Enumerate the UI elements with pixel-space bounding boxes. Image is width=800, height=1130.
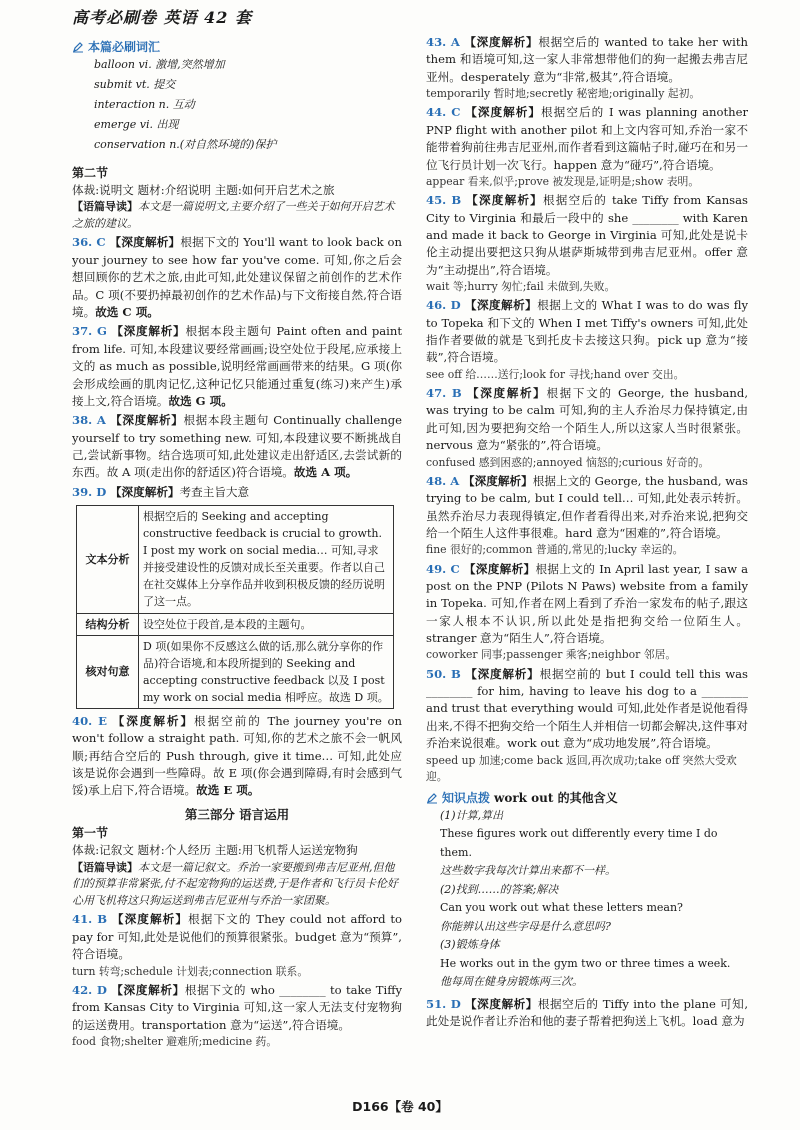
table-row: [77, 635, 394, 708]
vocab-title: 本篇必刷词汇: [72, 38, 402, 56]
answer-item: 37. G 【深度解析】根据本段主题句 Paint often and paint from life. 可知,本段建议要经常画画;设空处位于段尾,应承接上文的 as much as possible,说明经常画画带来的结果。G 项(你会形成绘画的肌肉记忆,这种记忆只能通过重复(练习)来产生)承接上文,符合语境。故选 G 项。: [72, 324, 402, 408]
answer-item: 51. D 【深度解析】根据空后的 Tiffy into the plane 可知,此处是说作者让乔治和他的妻子帮着把狗送上飞机。load 意为: [426, 996, 748, 1029]
answer-tail: food 食物;shelter 避难所;medicine 药。: [72, 1034, 278, 1048]
answer-item: 39. D 【深度解析】考查主旨大意: [72, 484, 250, 499]
tip-list: [440, 807, 748, 992]
answer-tail: wait 等;hurry 匆忙;fail 未做到,失败。: [426, 280, 616, 294]
tip-line: Can you work out what these letters mean?: [440, 901, 683, 915]
analysis-table: [76, 505, 394, 709]
pen-icon: [72, 41, 84, 53]
section-heading: 第一节: [72, 826, 109, 841]
tip-line: 你能辨认出这些字母是什么意思吗?: [440, 919, 611, 933]
vocab-item: balloon vi. 激增,突然增加: [94, 58, 225, 71]
section-meta: 体裁:记叙文 题材:个人经历 主题:用飞机帮人运送宠物狗: [72, 843, 358, 858]
answer-tail: appear 看来,似乎;prove 被发现是,证明是;show 表明。: [426, 174, 700, 188]
section-heading: 第二节: [72, 166, 109, 180]
answer-tail: temporarily 暂时地;secretly 秘密地;originally 起初。: [426, 87, 701, 101]
tip-line: He works out in the gym two or three times a week.: [440, 956, 731, 970]
table-label: 文本分析: [77, 506, 139, 613]
vocab-item: submit vt. 提交: [94, 78, 176, 91]
answer-tail: speed up 加速;come back 返回,再次成功;take off 突然大受欢迎。: [426, 753, 737, 783]
answer-tail: turn 转弯;schedule 计划表;connection 联系。: [72, 964, 309, 978]
reading-guide: 【语篇导读】本文是一篇说明文,主要介绍了一些关于如何开启艺术之旅的建议。: [72, 200, 395, 230]
left-column: [72, 38, 402, 1106]
vocab-item: conservation n.(对自然环境的)保护: [94, 138, 277, 151]
page-header: 高考必刷卷 英语 42 套: [72, 8, 252, 27]
answer-item: 38. A 【深度解析】根据本段主题句 Continually challenge yourself to try something new. 可知,本段建议要不断挑战自己,尝试新事物。结合选项可知,此处建议走出舒适区,去尝试新的东西。故 A 项(走出你的舒适区)符合语境。故选 A 项。: [72, 413, 402, 480]
answer-item: 42. D 【深度解析】根据下文的 who ________ to take Tiffy from Kansas City to Virginia 可知,这一家人无法支付宠物狗的运送费用。transportation 意为“运送”,符合语境。: [72, 982, 402, 1032]
table-cell: 根据空后的 Seeking and accepting constructive feedback is crucial to growth. I post my work on social media… 可知,寻求并接受建设性的反馈对成长至关重要。作者以自己在社交媒体上分享作品并收到积极反馈的经历说明了这一点。: [139, 506, 394, 613]
tip-line: (1)计算,算出: [440, 808, 504, 822]
answer-tail: fine 很好的;common 普通的,常见的;lucky 幸运的。: [426, 543, 684, 557]
answer-item: 49. C 【深度解析】根据上文的 In April last year, I saw a post on the PNP (Pilots N Paws) website from a family in Topeka. 可知,作者在网上看到了乔治一家发布的帖子,跟这一家人根本不认识,所以此处是指把狗交给一位陌生人。stranger 意为“陌生人”,符合语境。: [426, 561, 748, 646]
answer-item: 47. B 【深度解析】根据下文的 George, the husband, was trying to be calm 可知,狗的主人乔治尽力保持镇定,由此可知,因为要把狗交给一个陌生人,所以这家人当时很紧张。nervous 意为“紧张的”,符合语境。: [426, 386, 748, 453]
answer-item: 50. B 【深度解析】根据空前的 but I could tell this was ________ for him, having to leave his dog to a ________ and trust that everything would 可知,此处作者是说他看得出来,不得不把狗交给一个陌生人并相信一切都会解决,这件事对乔治来说很难。work out 意为“成功地发展”,符合语境。: [426, 666, 748, 751]
tip-title: 知识点拨 work out 的其他含义: [426, 789, 748, 807]
vocab-list: [94, 56, 402, 156]
answer-item: 48. A 【深度解析】根据上文的 George, the husband, was trying to be calm, but I could tell… 可知,此处表示转折。虽然乔治尽力表现得镇定,但作者看得出来,对乔治来说,把狗交给一个陌生人这件事很难。hard 意为“困难的”,符合语境。: [426, 473, 748, 540]
table-label: 结构分析: [77, 613, 139, 635]
table-cell: 设空处位于段首,是本段的主题句。: [139, 613, 394, 635]
answer-tail: confused 感到困惑的;annoyed 恼怒的;curious 好奇的。: [426, 455, 710, 469]
pen-icon: [426, 792, 438, 804]
table-row: [77, 613, 394, 635]
reading-guide: 【语篇导读】本文是一篇记叙文。乔治一家要搬到弗吉尼亚州,但他们的预算非常紧张,付不起宠物狗的运送费,于是作者和飞行员卡伦好心用飞机将这只狗运送到弗吉尼亚州与乔治一家团聚。: [72, 860, 398, 907]
tip-line: These figures work out differently every time I do them.: [440, 827, 718, 859]
table-row: [77, 506, 394, 613]
answer-tail: see off 给……送行;look for 寻找;hand over 交出。: [426, 367, 685, 381]
tip-line: 他每周在健身房锻炼两三次。: [440, 975, 583, 989]
tip-line: (3)锻炼身体: [440, 938, 500, 952]
answer-tail: coworker 同事;passenger 乘客;neighbor 邻居。: [426, 648, 677, 662]
table-label: 核对句意: [77, 635, 139, 708]
answer-item: 43. A 【深度解析】根据空后的 wanted to take her with them 和语境可知,这一家人非常想带他们的狗一起搬去弗吉尼亚州。desperately 意为“非常,极其”,符合语境。: [426, 35, 748, 84]
page-footer: D166【卷 40】: [352, 1099, 448, 1114]
vocab-item: emerge vi. 出现: [94, 118, 179, 131]
answer-item: 44. C 【深度解析】根据空后的 I was planning another PNP flight with another pilot 和上文内容可知,乔治一家不能带着狗前往弗吉尼亚州,而作者看到这篇帖子时,碰巧在和另一位飞行员计划一次飞行。happen 意为“碰巧”,符合语境。: [426, 105, 748, 172]
tip-line: 这些数字我每次计算出来都不一样。: [440, 864, 616, 878]
table-cell: D 项(如果你不反感这么做的话,那么就分享你的作品)符合语境,和本段所提到的 Seeking and accepting constructive feedback 以及 I post my work on social media 相呼应。故选 D 项。: [139, 635, 394, 708]
answer-item: 46. D 【深度解析】根据上文的 What I was to do was fly to Topeka 和下文的 When I met Tiffy's owners 可知,此处指作者要做的就是飞到托皮卡去接这只狗。pick up 意为“接载”,符合语境。: [426, 298, 748, 365]
answer-item: 36. C 【深度解析】根据下文的 You'll want to look back on your journey to see how far you've come. 可知,你之后会想回顾你的艺术之旅,由此可知,此处建议保留之前创作的艺术作品。C 项(不要扔掉最初创作的艺术作品)与下文衔接自然,符合语境。故选 C 项。: [72, 235, 402, 319]
right-column: [426, 32, 748, 1106]
tip-line: (2)找到……的答案;解决: [440, 882, 559, 896]
vocab-item: interaction n. 互动: [94, 98, 195, 111]
answer-item: 41. B 【深度解析】根据下文的 They could not afford to pay for 可知,此处是说他们的预算很紧张。budget 意为“预算”,符合语境。: [72, 912, 402, 962]
answer-item: 45. B 【深度解析】根据空后的 take Tiffy from Kansas City to Virginia 和最后一段中的 she ________ with Karen and made it back to George in Virginia 可知,此处是说卡伦主动提出要把这只狗从堪萨斯城带到弗吉尼亚州。offer 意为“主动提出”,符合语境。: [426, 193, 748, 277]
answer-item: 40. E 【深度解析】根据空前的 The journey you're on won't follow a straight path. 可知,你的艺术之旅不会一帆风顺;再结合空后的 Push through, give it time… 可知,此处应该是说你会遇到一些障碍。故 E 项(你会遇到障碍,有时会感到气馁)承上启下,符合语境。故选 E 项。: [72, 713, 402, 798]
section-meta: 体裁:说明文 题材:介绍说明 主题:如何开启艺术之旅: [72, 183, 335, 197]
part-heading: 第三部分 语言运用: [184, 806, 290, 822]
